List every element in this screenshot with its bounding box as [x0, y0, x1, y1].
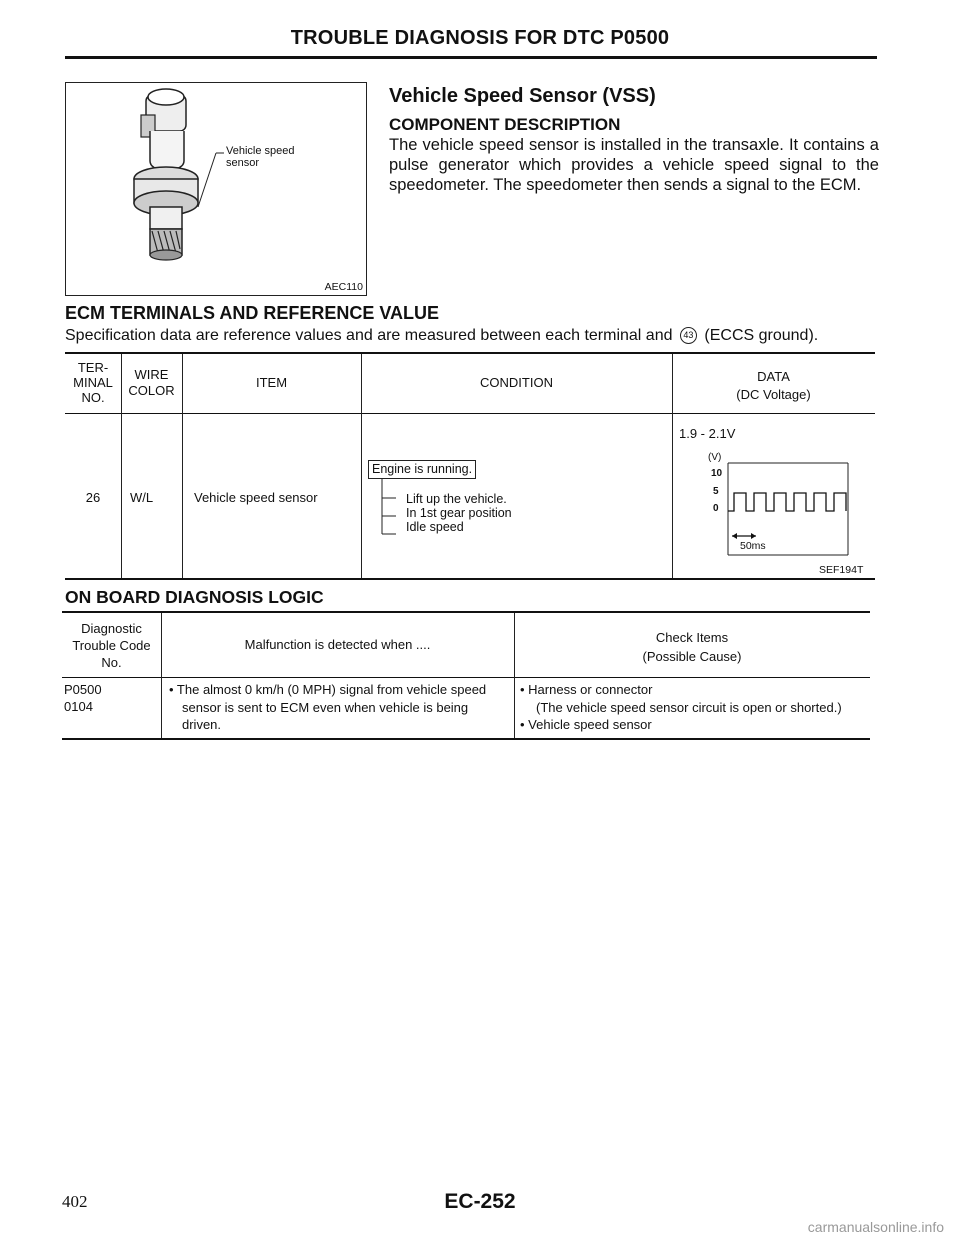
spec-text: Specification data are reference values and are measured between each terminal and — [65, 327, 673, 344]
scope-level-0: 0 — [713, 503, 719, 514]
cell-item: Vehicle speed sensor — [194, 490, 318, 505]
col-header-data: DATA (DC Voltage) — [736, 369, 811, 402]
watermark: carmanualsonline.info — [807, 1219, 944, 1235]
scope-time-label: 50ms — [740, 540, 766, 552]
obd-table-top-rule — [62, 611, 870, 613]
vss-title: Vehicle Speed Sensor (VSS) — [389, 85, 656, 107]
ecm-table-header-rule — [65, 413, 875, 414]
dtc-codes — [64, 681, 102, 715]
ecm-spec-note — [65, 327, 818, 345]
dtc-code: 0104 — [64, 699, 93, 714]
data-voltage-range: 1.9 - 2.1V — [679, 426, 736, 441]
condition-bracket — [380, 478, 400, 540]
malfunction-line: driven. — [182, 717, 222, 732]
col-header-malfunction: Malfunction is detected when .... — [244, 637, 431, 652]
condition-item: Idle speed — [406, 520, 464, 534]
page-number: 402 — [62, 1192, 88, 1211]
col-header-dtc: Diagnostic Trouble Code No. — [72, 621, 151, 670]
component-description-heading: COMPONENT DESCRIPTION — [389, 115, 621, 134]
ecm-table-top-rule — [65, 352, 875, 354]
scope-unit: (V) — [708, 452, 722, 463]
sensor-figure — [65, 82, 367, 296]
obd-col-divider — [161, 613, 162, 738]
component-description-text — [389, 135, 879, 195]
dtc-code: P0500 — [64, 682, 102, 697]
description-line: pulse generator which provides a vehicle speed signal to the — [389, 156, 879, 174]
condition-item: In 1st gear position — [406, 506, 512, 520]
condition-item: Lift up the vehicle. — [406, 492, 507, 506]
ecm-heading: ECM TERMINALS AND REFERENCE VALUE — [65, 303, 440, 323]
condition-box: Engine is running. — [368, 460, 476, 479]
col-header-wire-color: WIRE COLOR — [128, 367, 175, 398]
cell-wire-color: W/L — [130, 490, 154, 505]
check-items-text — [520, 681, 842, 734]
malfunction-line: • The almost 0 km/h (0 MPH) signal from vehicle speed — [169, 682, 487, 697]
section-page-number: EC-252 — [444, 1190, 516, 1213]
ecm-table-bottom-rule — [65, 578, 875, 580]
obd-table-bottom-rule — [62, 738, 870, 740]
figure-callout-label: Vehicle speed sensor — [226, 145, 295, 169]
check-item: • Vehicle speed sensor — [520, 717, 652, 732]
scope-level-10: 10 — [711, 468, 723, 479]
vehicle-speed-sensor-illustration — [66, 83, 366, 295]
check-item: • Harness or connector — [520, 682, 653, 697]
page-title: TROUBLE DIAGNOSIS FOR DTC P0500 — [290, 27, 670, 49]
spec-text-end: (ECCS ground). — [704, 327, 819, 344]
obd-heading: ON BOARD DIAGNOSIS LOGIC — [65, 587, 324, 607]
cell-terminal: 26 — [85, 490, 101, 505]
check-item: (The vehicle speed sensor circuit is open or shorted.) — [536, 699, 842, 715]
col-header-terminal: TER- MINAL NO. — [73, 360, 113, 405]
description-line: The vehicle speed sensor is installed in the transaxle. It contains a — [389, 136, 879, 154]
malfunction-text — [169, 681, 486, 734]
obd-table-header-rule — [62, 677, 870, 678]
figure-code: AEC110 — [324, 281, 363, 293]
malfunction-line: sensor is sent to ECM even when vehicle is being — [182, 699, 469, 715]
header-rule — [65, 56, 877, 59]
scope-code: SEF194T — [819, 564, 864, 576]
condition-list — [406, 491, 512, 536]
col-header-item: ITEM — [255, 375, 288, 390]
col-header-check-items: Check Items (Possible Cause) — [642, 630, 742, 664]
ground-terminal-badge: 43 — [680, 327, 697, 344]
col-header-condition: CONDITION — [480, 375, 553, 390]
scope-level-5: 5 — [713, 486, 719, 497]
description-line: speedometer. The speedometer then sends a signal to the ECM. — [389, 176, 862, 194]
